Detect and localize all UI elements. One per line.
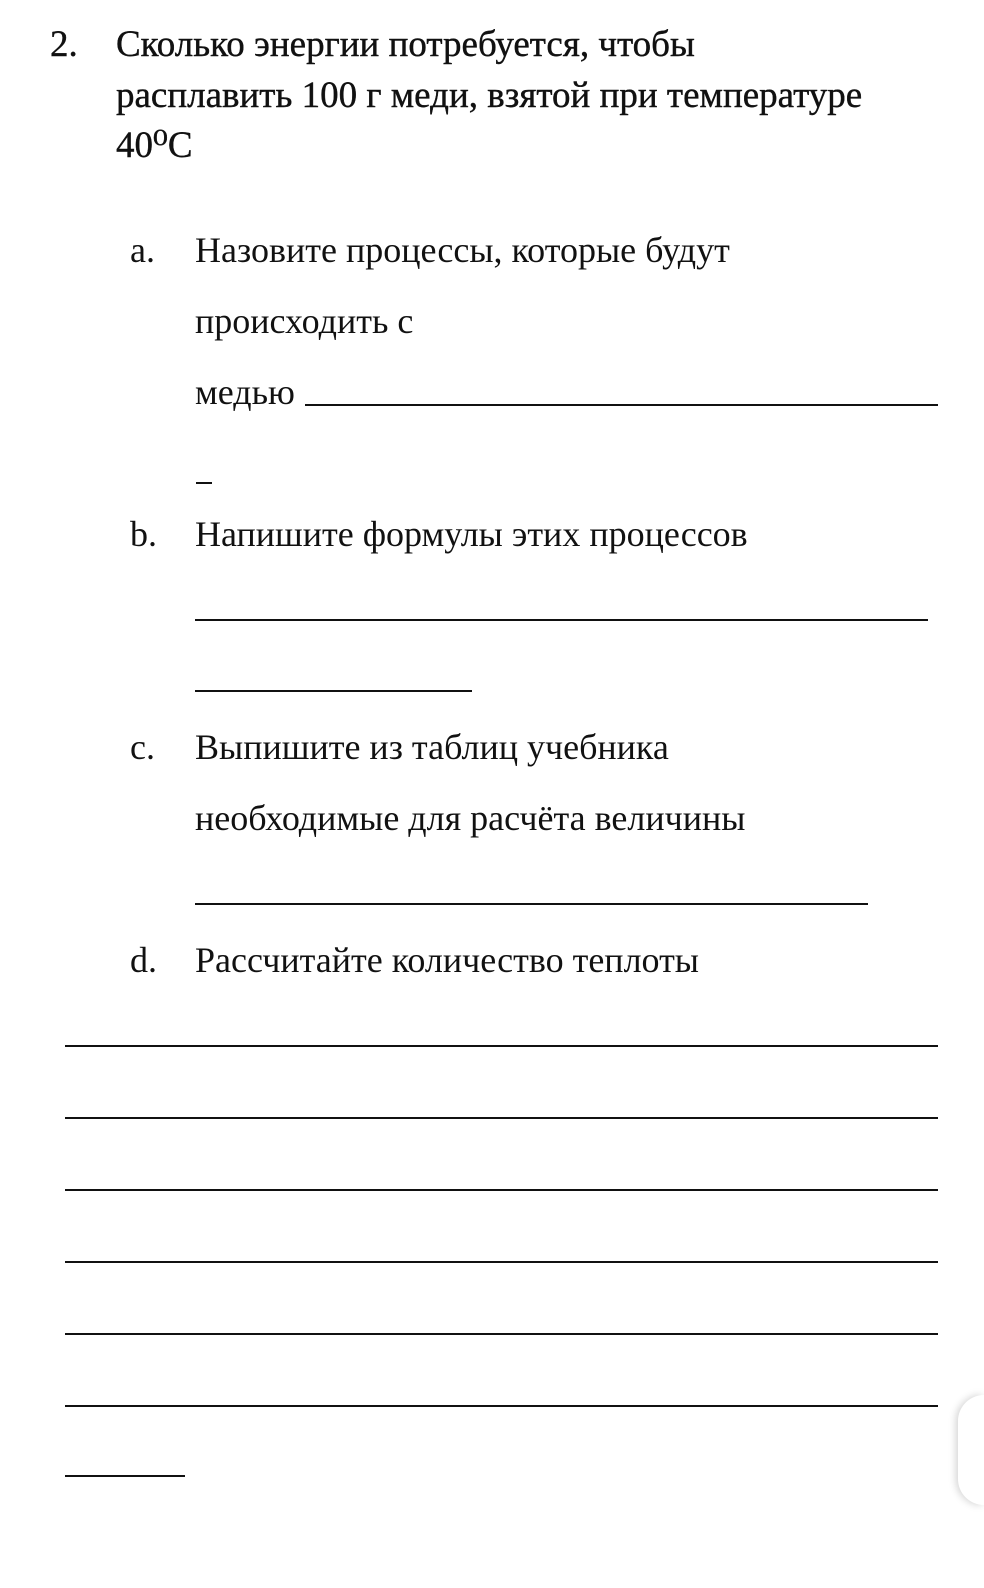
answer-blank-d-3[interactable] <box>65 1189 938 1191</box>
answer-blank-a-2[interactable] <box>196 482 212 484</box>
item-c-text-2: необходимые для расчёта величины <box>195 798 746 838</box>
answer-blank-d-5[interactable] <box>65 1333 938 1335</box>
answer-blank-a-1[interactable] <box>305 404 938 406</box>
answer-blank-d-4[interactable] <box>65 1261 938 1263</box>
answer-blank-d-6[interactable] <box>65 1405 938 1407</box>
item-a-marker: a. <box>130 230 155 270</box>
item-d-text-1: Рассчитайте количество теплоты <box>195 940 699 980</box>
question-text-line-2: расплавить 100 г меди, взятой при температуре <box>116 75 863 116</box>
question-text-line-1: Сколько энергии потребуется, чтобы <box>116 24 695 65</box>
item-a-text-2: происходить с <box>195 301 414 341</box>
question-text-line-3: 40⁰C <box>116 125 193 166</box>
question-number: 2. <box>50 24 78 65</box>
item-a-text-3: медью <box>195 372 295 412</box>
item-b-text-1: Напишите формулы этих процессов <box>195 514 748 554</box>
floating-button[interactable] <box>958 1395 984 1505</box>
item-b-marker: b. <box>130 514 157 554</box>
answer-blank-c-1[interactable] <box>195 903 868 905</box>
answer-blank-b-2[interactable] <box>195 690 472 692</box>
item-d-marker: d. <box>130 940 157 980</box>
item-c-marker: c. <box>130 727 155 767</box>
item-a-text-1: Назовите процессы, которые будут <box>195 230 730 270</box>
answer-blank-d-2[interactable] <box>65 1117 938 1119</box>
answer-blank-b-1[interactable] <box>195 619 928 621</box>
item-c-text-1: Выпишите из таблиц учебника <box>195 727 669 767</box>
answer-blank-d-1[interactable] <box>65 1045 938 1047</box>
answer-blank-d-7[interactable] <box>65 1475 185 1477</box>
